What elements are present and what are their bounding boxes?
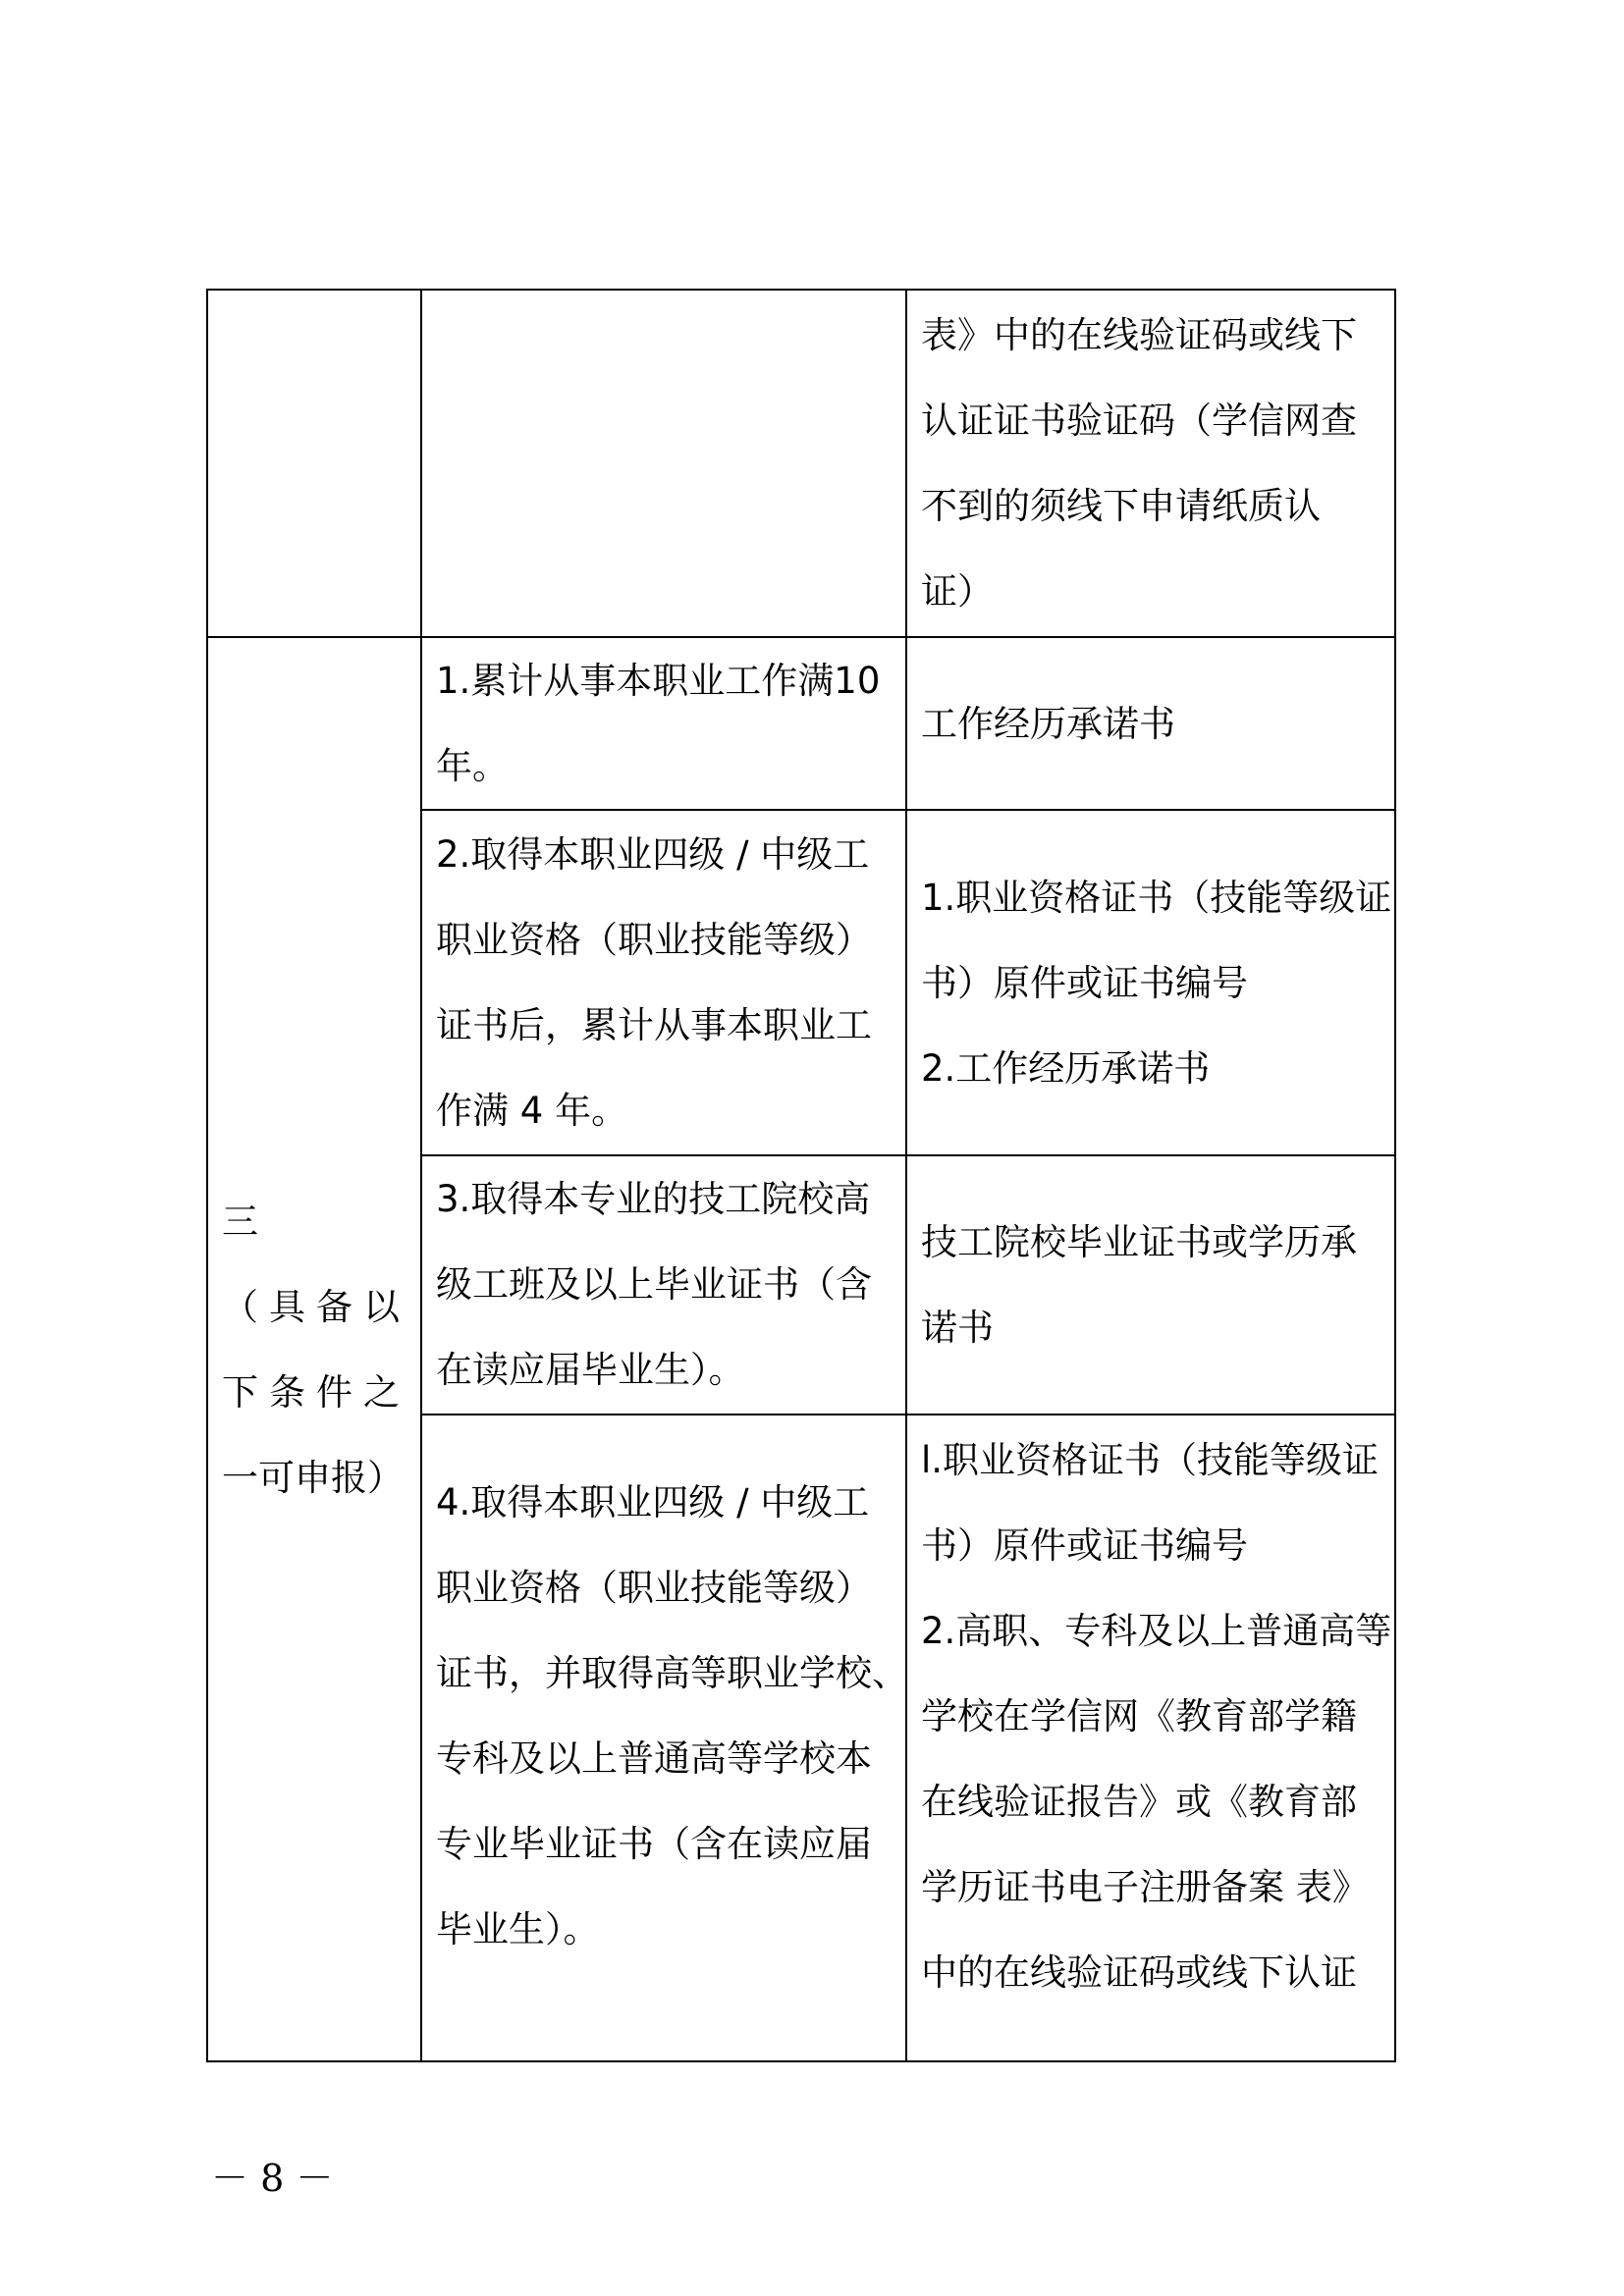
text-line: 学历证书电子注册备案 表》 [921,1866,1369,1908]
text-line: 证书后，累计从事本职业工 [436,1004,872,1046]
text-line: 专科及以上普通高等学校本 [436,1737,872,1780]
condition-cell [421,810,906,1155]
text-line: 技工院校毕业证书或学历承 [921,1221,1357,1263]
text-line: 级工班及以上毕业证书（含 [436,1263,872,1306]
level-title: 三 [222,1200,258,1243]
table-row [207,290,1395,637]
text-line: 2.高职、专科及以上普通高等 [921,1610,1392,1652]
text-line: 毕业生）。 [436,1908,600,1950]
materials-cell [906,1155,1395,1415]
text-line: 表》中的在线验证码或线下 [921,314,1357,356]
page-number: － 8 － [211,2157,334,2200]
text-line: 1.职业资格证书（技能等级证 [921,876,1392,919]
condition-cell-empty [421,290,906,637]
materials-cell [906,290,1395,637]
text-line: 诺书 [921,1307,994,1349]
requirements-table [206,289,1396,2062]
text-line: 作满 4 年。 [436,1090,628,1132]
text-line: 年。 [436,745,509,787]
materials-cell [906,810,1395,1155]
text-line: 书）原件或证书编号 [921,1524,1248,1567]
text-line: 3.取得本专业的技工院校高 [436,1178,871,1220]
level-cell-empty [207,290,421,637]
text-line: 证书，并取得高等职业学校、 [436,1652,908,1694]
text-line: 工作经历承诺书 [921,702,1175,745]
text-line: 学校在学信网《教育部学籍 [921,1695,1357,1737]
text-line: 专业毕业证书（含在读应届 [436,1823,872,1865]
text-line: 在线验证报告》或《教育部 [921,1781,1357,1823]
table-row [207,637,1395,810]
materials-cell [906,637,1395,810]
level-note-line: 下条件之 [222,1370,410,1414]
text-line: 职业资格（职业技能等级） [436,919,872,961]
text-line: 4.取得本职业四级 / 中级工 [436,1481,870,1523]
condition-cell [421,637,906,810]
text-line: l.职业资格证书（技能等级证 [921,1439,1380,1481]
text-line: 书）原件或证书编号 [921,961,1248,1004]
text-line: 证） [921,570,994,613]
text-line: 2.取得本职业四级 / 中级工 [436,833,870,876]
level-note-line: （具备以 [222,1285,410,1328]
text-line: 中的在线验证码或线下认证 [921,1951,1357,1994]
text-line: 职业资格（职业技能等级） [436,1567,872,1609]
condition-cell [421,1155,906,1415]
level-note-line: 一可申报） [222,1456,404,1499]
text-line: 1.累计从事本职业工作满10 [436,660,881,702]
text-line: 不到的须线下申请纸质认 [921,485,1321,527]
text-line: 2.工作经历承诺书 [921,1046,1211,1090]
level-group-label [207,637,421,2061]
condition-cell [421,1415,906,2061]
materials-cell [906,1415,1395,2061]
text-line: 在读应届毕业生）。 [436,1349,745,1391]
text-line: 认证证书验证码（学信网查 [921,400,1357,442]
